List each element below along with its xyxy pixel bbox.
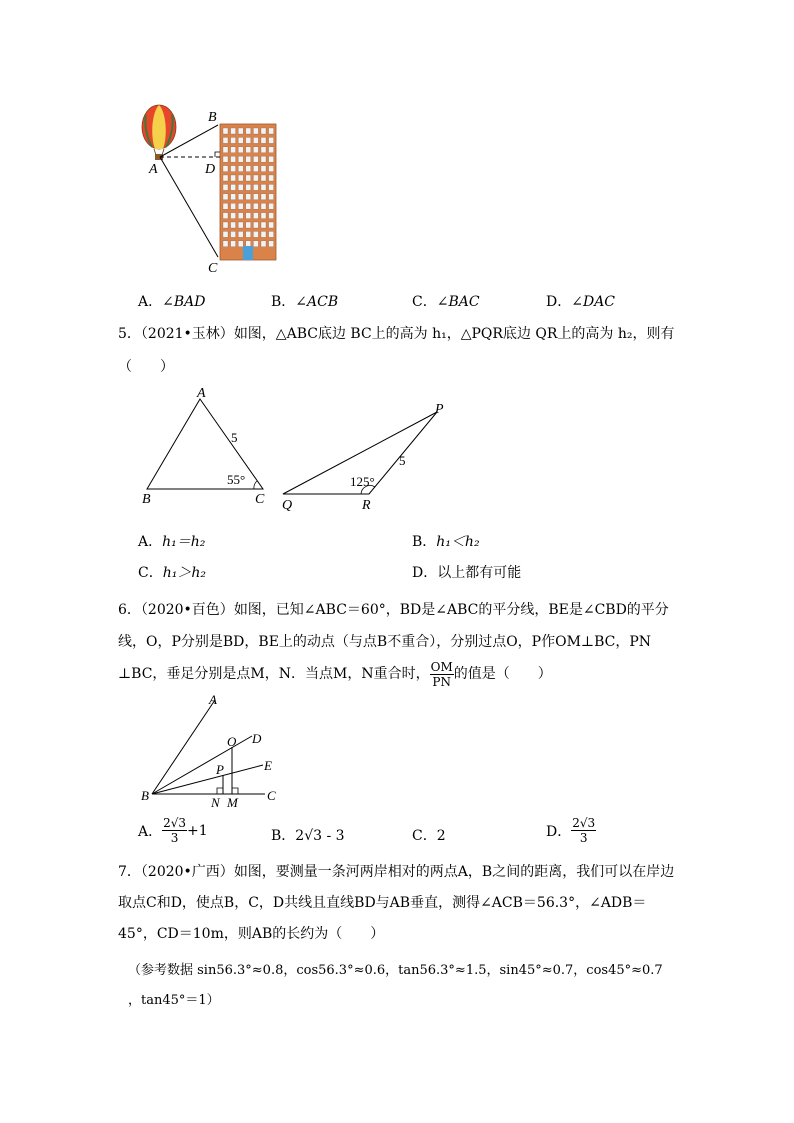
- q6-option-b[interactable]: B．2√3 - 3: [271, 828, 345, 844]
- window: [261, 156, 266, 162]
- reference-data: [128, 956, 698, 1016]
- q4-option-a[interactable]: A．∠BAD: [138, 294, 206, 310]
- window: [269, 166, 274, 172]
- window: [246, 222, 251, 228]
- label-a: A: [209, 692, 217, 707]
- label-r: R: [362, 498, 371, 513]
- window: [269, 156, 274, 162]
- window: [269, 137, 274, 143]
- label-c: C: [267, 788, 276, 803]
- window: [231, 213, 236, 219]
- window: [253, 241, 258, 247]
- q4-option-c[interactable]: C．∠BAC: [412, 294, 480, 310]
- window: [231, 184, 236, 190]
- question-6: [118, 594, 688, 690]
- window: [261, 147, 266, 153]
- window: [223, 203, 228, 209]
- window: [223, 156, 228, 162]
- window: [246, 231, 251, 237]
- window: [238, 194, 243, 200]
- window: [238, 203, 243, 209]
- q5-option-a[interactable]: A．h₁＝h₂: [138, 534, 206, 550]
- window: [231, 194, 236, 200]
- building-icon: [220, 124, 276, 260]
- window: [223, 194, 228, 200]
- window: [253, 213, 258, 219]
- label-c: C: [208, 261, 218, 276]
- window: [223, 137, 228, 143]
- window: [231, 128, 236, 134]
- window: [261, 241, 266, 247]
- label-e: E: [264, 758, 272, 773]
- window: [253, 222, 258, 228]
- window: [269, 213, 274, 219]
- window: [231, 241, 236, 247]
- window: [246, 166, 251, 172]
- label-p: P: [216, 762, 224, 777]
- window: [253, 128, 258, 134]
- q5-option-c[interactable]: C．h₁＞h₂: [138, 565, 206, 581]
- triangle-pqr: [282, 402, 444, 513]
- window: [261, 213, 266, 219]
- fraction: $\frac{2√3}{3}$: [572, 816, 596, 845]
- window: [231, 137, 236, 143]
- window: [231, 147, 236, 153]
- window: [253, 156, 258, 162]
- q5-option-d[interactable]: D．以上都有可能: [412, 565, 522, 581]
- figure-triangles: [135, 385, 465, 515]
- angle-label: 125°: [350, 474, 375, 489]
- window: [246, 137, 251, 143]
- question-7-line-2: 取点C和D，使点B，C，D共线且直线BD与AB垂直，测得∠ACB＝56.3°，∠ADB＝: [118, 895, 647, 911]
- window: [261, 222, 266, 228]
- hot-air-balloon-icon: [142, 105, 176, 160]
- window: [246, 156, 251, 162]
- label-a: A: [149, 162, 158, 177]
- window: [238, 137, 243, 143]
- question-7-line-1: 7．（2020•广西）如图，要测量一条河两岸相对的两点A，B之间的距离，我们可以在岸边: [118, 864, 675, 880]
- window: [253, 175, 258, 181]
- triangle-abc: [142, 386, 265, 507]
- q4-option-b[interactable]: B．∠ACB: [271, 294, 339, 310]
- label-d: D: [205, 162, 216, 177]
- window: [269, 222, 274, 228]
- window: [223, 231, 228, 237]
- label-q: Q: [282, 498, 293, 513]
- window: [238, 175, 243, 181]
- window: [261, 203, 266, 209]
- window: [269, 231, 274, 237]
- window: [261, 194, 266, 200]
- figure-angle-bisectors: [135, 690, 295, 810]
- window: [261, 184, 266, 190]
- question-5: [118, 318, 678, 384]
- label-m: M: [227, 795, 238, 810]
- window: [223, 241, 228, 247]
- window: [253, 166, 258, 172]
- figure-balloon-building: [130, 100, 290, 280]
- question-source: （2021•玉林）: [140, 326, 234, 342]
- window: [261, 137, 266, 143]
- window: [261, 231, 266, 237]
- question-6-line-3: ⊥BC，垂足分别是点M，N．当点M，N重合时， $\frac{OM}{PN}$ 的值是（ ）: [118, 659, 552, 689]
- q4-option-d[interactable]: D．∠DAC: [546, 294, 616, 310]
- label-b: B: [142, 492, 151, 507]
- window: [246, 175, 251, 181]
- window: [231, 222, 236, 228]
- label-p: P: [435, 402, 444, 417]
- q5-option-b[interactable]: B．h₁＜h₂: [412, 534, 480, 550]
- window: [231, 175, 236, 181]
- window: [231, 203, 236, 209]
- label-c: C: [255, 492, 265, 507]
- window: [246, 128, 251, 134]
- window: [261, 175, 266, 181]
- window: [223, 222, 228, 228]
- window: [246, 203, 251, 209]
- window: [246, 213, 251, 219]
- window: [223, 147, 228, 153]
- window: [253, 184, 258, 190]
- window: [246, 147, 251, 153]
- window: [238, 166, 243, 172]
- fraction-om-pn: $\frac{OM}{PN}$: [430, 659, 453, 689]
- question-7: [118, 857, 688, 950]
- label-d: D: [252, 731, 262, 746]
- q6-option-a[interactable]: A． $\frac{2√3}{3}$ +1: [138, 816, 208, 845]
- reference-data-line-1: （参考数据 sin56.3°≈0.8，cos56.3°≈0.6，tan56.3°≈1.5，sin45°≈0.7，cos45°≈0.7: [128, 963, 663, 978]
- side-label: 5: [399, 453, 406, 468]
- window: [261, 128, 266, 134]
- window: [223, 213, 228, 219]
- window: [246, 194, 251, 200]
- window: [231, 231, 236, 237]
- question-6-line-1: 6．（2020•百色）如图，已知∠ABC＝60°，BD是∠ABC的平分线，BE是∠CBD的平分: [118, 602, 669, 618]
- reference-data-line-2: ，tan45°＝1）: [128, 993, 220, 1008]
- window: [269, 194, 274, 200]
- window: [269, 241, 274, 247]
- fraction: $\frac{2√3}{3}$: [163, 816, 187, 845]
- window: [253, 194, 258, 200]
- window: [253, 137, 258, 143]
- window: [223, 175, 228, 181]
- question-number: 5．: [118, 326, 141, 342]
- window: [261, 166, 266, 172]
- window: [223, 166, 228, 172]
- window: [238, 213, 243, 219]
- window: [223, 128, 228, 134]
- label-b: B: [141, 788, 149, 803]
- window: [238, 241, 243, 247]
- window: [231, 156, 236, 162]
- q6-option-d[interactable]: D． $\frac{2√3}{3}$: [546, 816, 596, 845]
- window: [253, 231, 258, 237]
- window: [269, 203, 274, 209]
- side-label: 5: [231, 430, 238, 445]
- window: [223, 184, 228, 190]
- question-6-line-2: 线，O，P分别是BD，BE上的动点（与点B不重合），分别过点O，P作OM⊥BC，PN: [118, 634, 652, 650]
- label-n: N: [211, 795, 220, 810]
- window: [231, 166, 236, 172]
- window: [238, 147, 243, 153]
- question-text: 如图，△ABC底边 BC上的高为 h₁，△PQR底边 QR上的高为 h₂，则有（ ）: [118, 326, 675, 375]
- window: [269, 147, 274, 153]
- window: [238, 184, 243, 190]
- window: [253, 203, 258, 209]
- window: [269, 184, 274, 190]
- window: [238, 222, 243, 228]
- window: [238, 231, 243, 237]
- label-a: A: [197, 386, 206, 401]
- angle-label: 55°: [227, 472, 246, 487]
- window: [253, 147, 258, 153]
- window: [246, 241, 251, 247]
- q6-option-c[interactable]: C．2: [412, 828, 446, 844]
- question-7-line-3: 45°，CD＝10m，则AB的长约为（ ）: [118, 926, 385, 942]
- window: [238, 128, 243, 134]
- label-o: O: [227, 734, 237, 749]
- window: [269, 175, 274, 181]
- window: [246, 184, 251, 190]
- window: [238, 156, 243, 162]
- window: [269, 128, 274, 134]
- label-b: B: [208, 110, 217, 125]
